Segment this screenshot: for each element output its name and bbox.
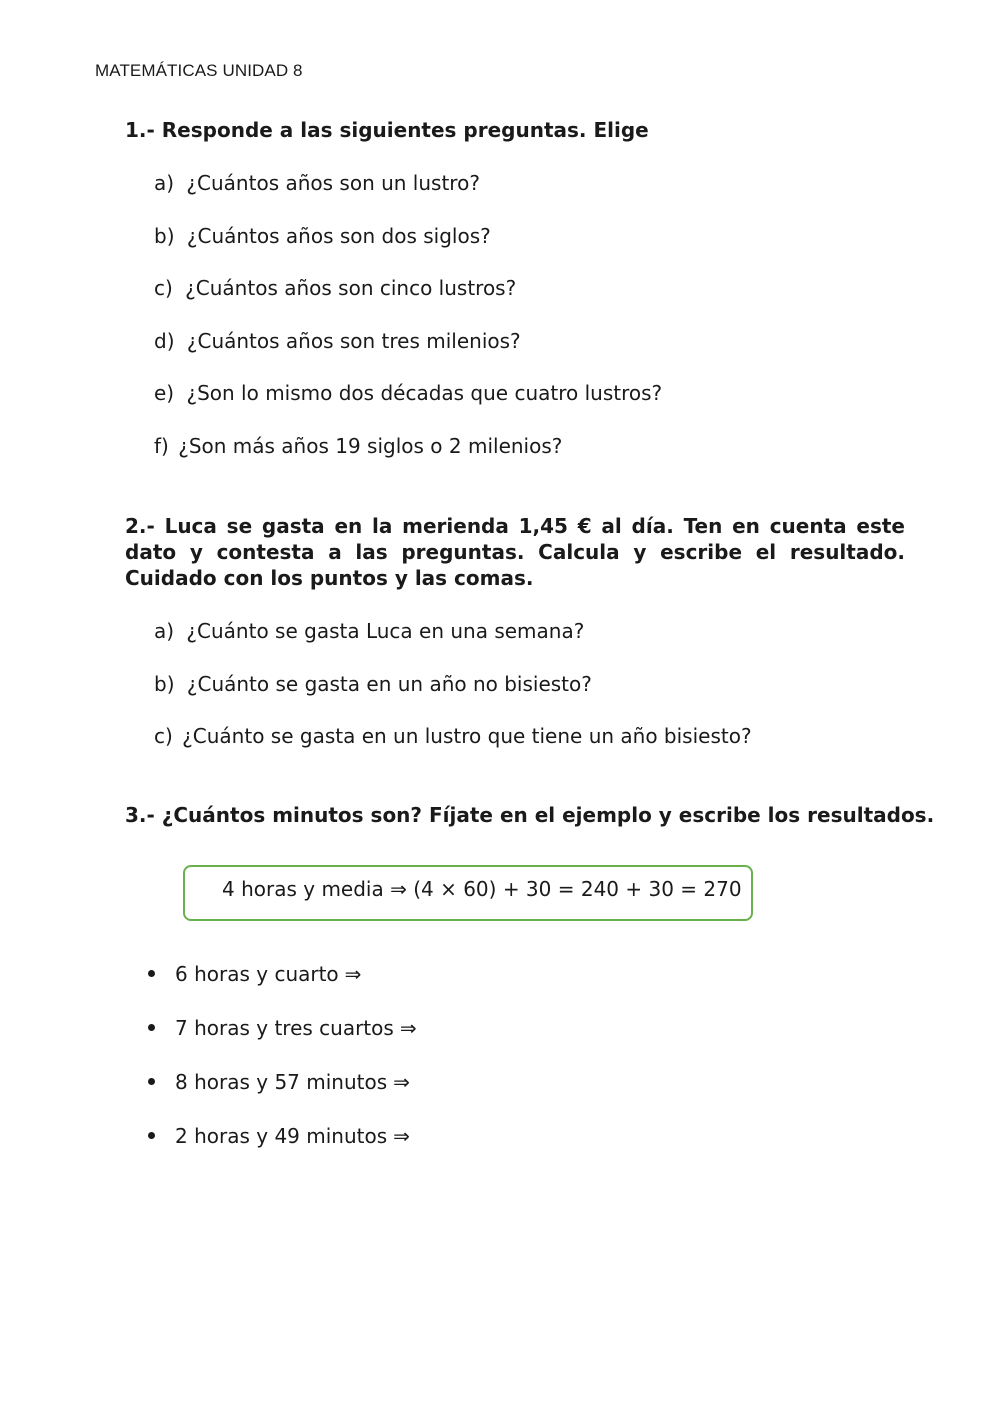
example-box [183,865,753,921]
question-text: ¿Cuánto se gasta en un año no bisiesto? [186,672,592,696]
bullet-icon [148,970,155,977]
question-1b [154,224,491,248]
question-1f [154,434,562,458]
list-item [148,1016,417,1040]
implies-arrow-icon: ⇒ [399,1016,417,1040]
implies-arrow-icon: ⇒ [344,962,362,986]
question-letter: c) [154,276,173,300]
question-2c [154,724,752,748]
question-letter: a) [154,171,175,195]
document-header: MATEMÁTICAS UNIDAD 8 [95,61,303,80]
question-letter: d) [154,329,175,353]
question-text: ¿Cuánto se gasta en un lustro que tiene un año bisiesto? [182,724,752,748]
question-letter: b) [154,224,175,248]
question-1e [154,381,662,405]
question-text: ¿Cuántos años son tres milenios? [186,329,521,353]
question-text: ¿Son lo mismo dos décadas que cuatro lustros? [186,381,663,405]
section-3-title: 3.- ¿Cuántos minutos son? Fíjate en el ejemplo y escribe los resultados. [125,803,935,827]
question-letter: c) [154,724,173,748]
question-letter: f) [154,434,169,458]
question-1a [154,171,480,195]
question-text: ¿Cuánto se gasta Luca en una semana? [186,619,585,643]
question-letter: a) [154,619,175,643]
question-text: ¿Cuántos años son un lustro? [186,171,480,195]
section-2-title: 2.- Luca se gasta en la merienda 1,45 € al día. Ten en cuenta este dato y contesta a las preguntas. Calcula y escribe el resultado. Cuidado con los puntos y las comas. [125,514,905,590]
bullet-icon [148,1024,155,1031]
question-1c [154,276,516,300]
bullet-icon [148,1132,155,1139]
implies-arrow-icon: ⇒ [393,1124,410,1148]
list-item-text: 7 horas y tres cuartos [175,1016,394,1040]
bullet-icon [148,1078,155,1085]
question-1d [154,329,521,353]
question-letter: e) [154,381,175,405]
question-letter: b) [154,672,175,696]
list-item [148,1070,410,1094]
list-item-text: 8 horas y 57 minutos [175,1070,388,1094]
list-item-text: 2 horas y 49 minutos [175,1124,388,1148]
list-item [148,1124,410,1148]
list-item-text: 6 horas y cuarto [175,962,339,986]
question-2a [154,619,584,643]
question-text: ¿Cuántos años son dos siglos? [186,224,491,248]
question-text: ¿Son más años 19 siglos o 2 milenios? [178,434,563,458]
question-2b [154,672,592,696]
list-item [148,962,361,986]
implies-arrow-icon: ⇒ [393,1070,410,1094]
example-text: 4 horas y media ⇒ (4 × 60) + 30 = 240 + 30 = 270 [222,877,742,901]
section-1-title: 1.- Responde a las siguientes preguntas. Elige [125,118,649,142]
question-text: ¿Cuántos años son cinco lustros? [185,276,517,300]
